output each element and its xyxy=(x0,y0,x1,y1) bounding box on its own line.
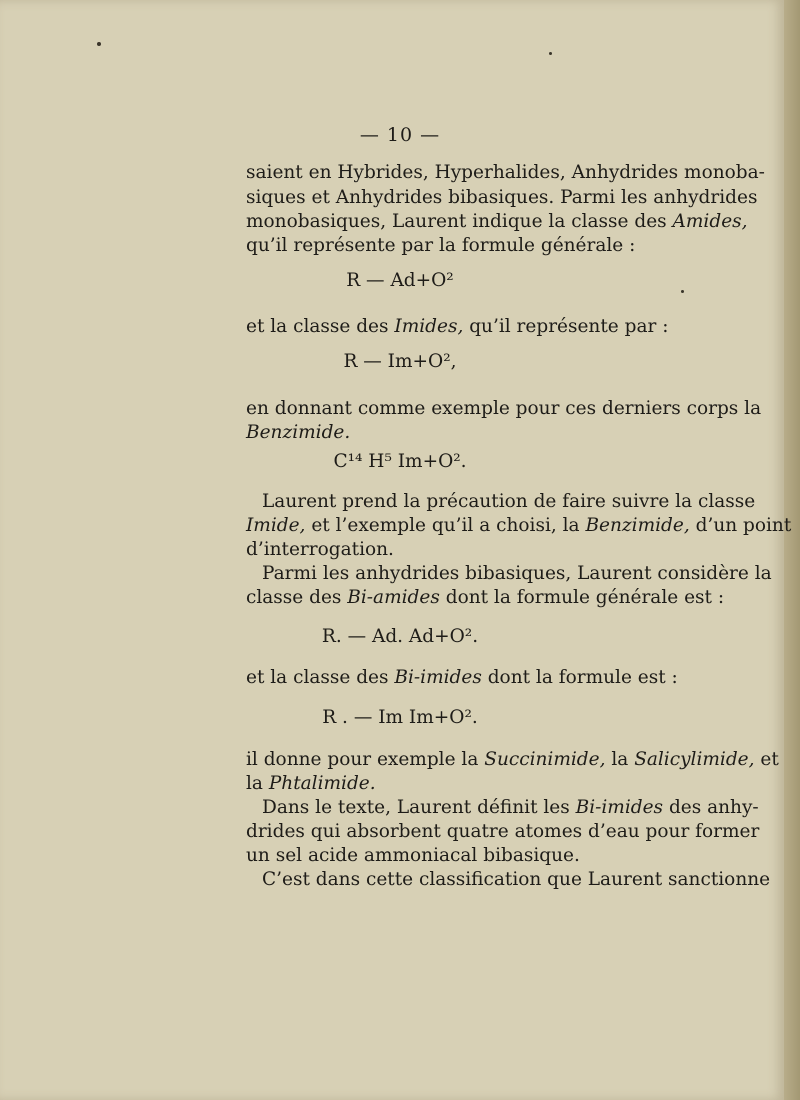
term-amides: Amides, xyxy=(672,211,748,232)
text-line: drides qui absorbent quatre atomes d’eau pour former xyxy=(246,821,760,842)
term-salicylimide: Salicylimide, xyxy=(634,749,755,770)
term-imide: Imide, xyxy=(246,515,306,536)
term-imides: Imides, xyxy=(394,316,464,337)
text-line: en donnant comme exemple pour ces derniers corps la xyxy=(246,398,762,419)
formula-benzimide: C¹⁴ H⁵ Im+O². xyxy=(333,451,467,472)
formula-bi-amides: R. — Ad. Ad+O². xyxy=(321,626,479,647)
term-bi-imides: Bi-imides xyxy=(394,667,482,688)
text-line: siques et Anhydrides bibasiques. Parmi les anhydrides xyxy=(246,187,758,208)
term-bi-imides: Bi-imides xyxy=(575,797,664,818)
text-line xyxy=(246,771,666,797)
text-line xyxy=(246,665,678,691)
text-line xyxy=(246,314,669,340)
text-line: C’est dans cette classification que Laurent sanctionne xyxy=(262,869,771,890)
text-span: qu’il représente par : xyxy=(463,316,669,337)
text-line: qu’il représente par la formule générale : xyxy=(246,235,636,256)
text-span: et la classe des xyxy=(246,316,395,337)
formula-bi-imides: R . — Im Im+O². xyxy=(322,707,478,728)
text-span: et la classe des xyxy=(246,667,395,688)
text-line xyxy=(246,420,666,446)
ink-speck xyxy=(97,42,101,46)
term-succinimide: Succinimide, xyxy=(484,749,606,770)
text-line: Laurent prend la précaution de faire suivre la classe xyxy=(262,491,756,512)
text-span: dont la formule est : xyxy=(481,667,678,688)
text-span: monobasiques, Laurent indique la classe des xyxy=(246,211,673,232)
text-span: Dans le texte, Laurent définit les xyxy=(262,797,576,818)
page-number: — 10 — xyxy=(359,124,441,146)
text-span: classe des xyxy=(246,587,348,608)
text-line: saient en Hybrides, Hyperhalides, Anhydrides monoba- xyxy=(246,162,765,183)
text-span: la xyxy=(246,773,269,794)
text-line xyxy=(262,795,759,821)
text-span: d’un point xyxy=(689,515,792,536)
formula-imides: R — Im+O², xyxy=(343,351,457,372)
term-benzimide: Benzimide. xyxy=(246,422,351,443)
text-span: la xyxy=(605,749,635,770)
term-benzimide: Benzimide, xyxy=(585,515,690,536)
text-line: Parmi les anhydrides bibasiques, Laurent considère la xyxy=(262,563,772,584)
text-line: d’interrogation. xyxy=(246,539,394,560)
text-line: un sel acide ammoniacal bibasique. xyxy=(246,845,580,866)
term-phtalimide: Phtalimide. xyxy=(268,773,376,794)
text-line xyxy=(246,513,792,539)
text-span: des anhy- xyxy=(663,797,759,818)
term-bi-amides: Bi-amides xyxy=(347,587,440,608)
formula-amides: R — Ad+O² xyxy=(346,270,454,291)
page-edge xyxy=(784,0,800,1100)
text-line xyxy=(246,747,779,773)
text-span: dont la formule générale est : xyxy=(439,587,725,608)
text-span: et l’exemple qu’il a choisi, la xyxy=(305,515,586,536)
text-line xyxy=(246,585,725,611)
ink-speck xyxy=(549,52,552,55)
text-span: et xyxy=(754,749,779,770)
text-span: il donne pour exemple la xyxy=(246,749,485,770)
text-line xyxy=(246,209,748,235)
